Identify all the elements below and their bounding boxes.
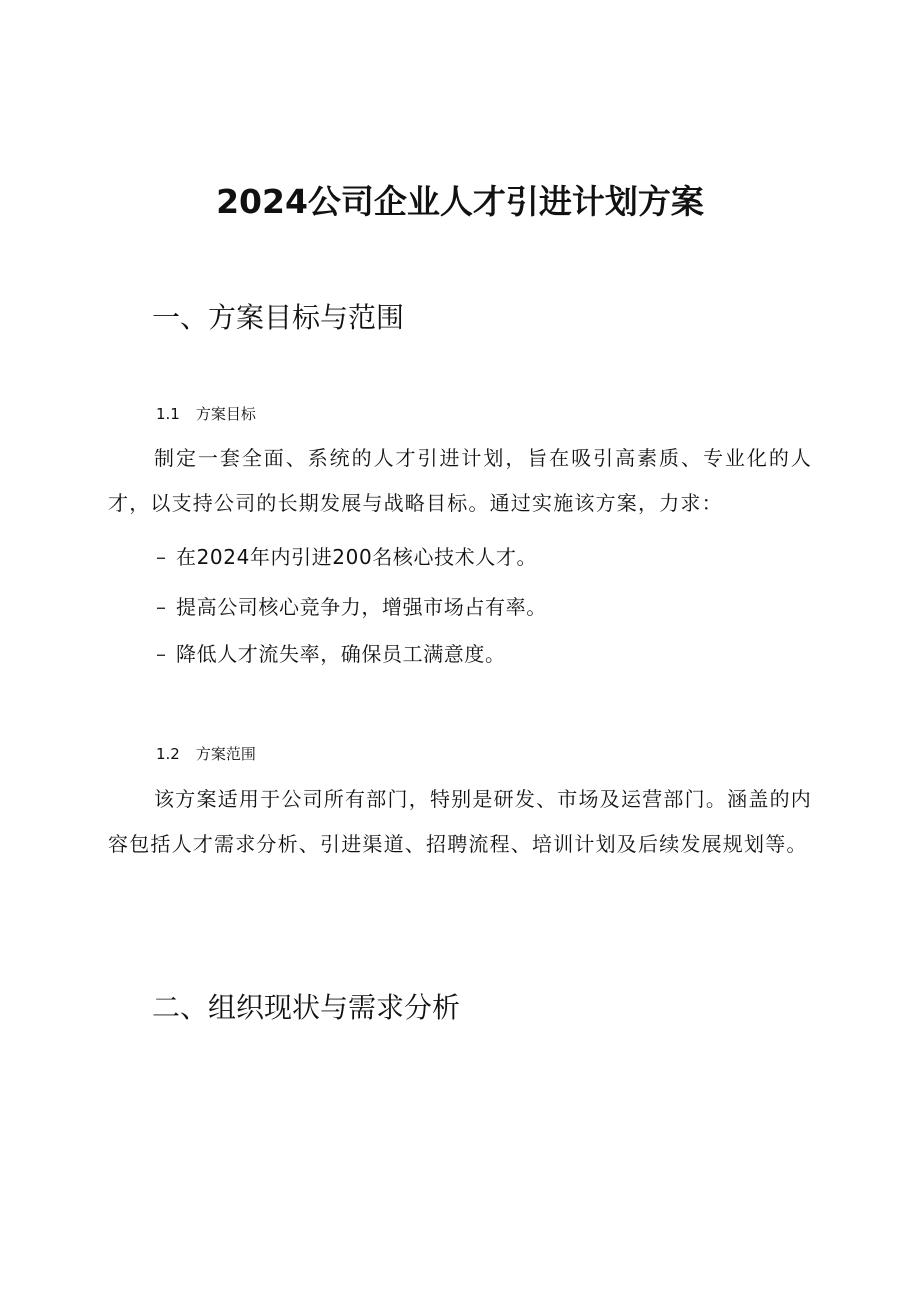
subsection-heading-1-2 [156,743,256,764]
document-title: 2024公司企业人才引进计划方案 [216,182,704,221]
section-heading-2: 二、组织现状与需求分析 [152,991,461,1024]
bullet-marker: – [156,595,167,619]
list-item-text: 降低人才流失率，确保员工满意度。 [176,642,506,666]
list-item [156,541,537,570]
subsection-number: 1.1 [156,405,180,423]
section-heading-1: 一、方案目标与范围 [152,301,405,334]
bullet-marker: – [156,545,167,569]
paragraph-scope: 该方案适用于公司所有部门，特别是研发、市场及运营部门。涵盖的内容包括人才需求分析、引进渠道、招聘流程、培训计划及后续发展规划等。 [108,787,812,856]
list-item-text: 提高公司核心竞争力，增强市场占有率。 [176,595,547,619]
list-item-text: 在2024年内引进200名核心技术人才。 [176,545,538,569]
subsection-title: 方案范围 [195,745,256,763]
subsection-title: 方案目标 [195,405,256,423]
subsection-heading-1-1 [156,403,256,424]
paragraph-objective: 制定一套全面、系统的人才引进计划，旨在吸引高素质、专业化的人才，以支持公司的长期发展与战略目标。通过实施该方案，力求： [108,446,812,515]
list-item [156,591,547,620]
list-item [156,638,506,667]
bullet-marker: – [156,642,167,666]
subsection-number: 1.2 [156,745,180,763]
